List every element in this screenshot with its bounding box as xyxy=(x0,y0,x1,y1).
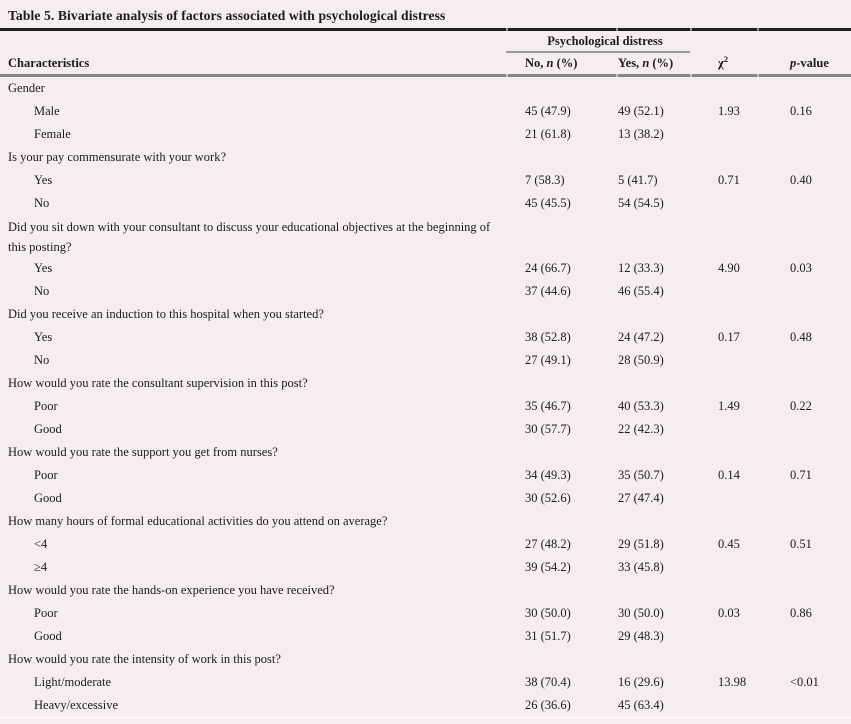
cell-no: 30 (52.6) xyxy=(525,491,571,505)
table-row xyxy=(0,100,851,123)
group-question-row xyxy=(0,441,851,464)
cell-p-value: 0.86 xyxy=(790,606,812,620)
rule-notch xyxy=(757,28,759,31)
cell-chi-square xyxy=(690,418,757,441)
row-label: Good xyxy=(34,629,62,643)
header-span-spacer xyxy=(0,31,506,53)
header-span-psychological-distress: Psychological distress xyxy=(506,31,690,53)
group-question-text: Is your pay commensurate with your work? xyxy=(8,150,226,164)
header-span-spacer xyxy=(757,31,851,53)
cell-yes: 46 (55.4) xyxy=(618,284,664,298)
cell-chi-square: 0.17 xyxy=(718,330,740,344)
cell-p-value xyxy=(757,192,851,215)
column-header-p-value: p-value xyxy=(790,56,829,70)
cell-no: 30 (50.0) xyxy=(525,606,571,620)
group-question-text: How would you rate the consultant supervision in this post? xyxy=(8,376,308,390)
cell-p-value xyxy=(757,418,851,441)
cell-no: 38 (70.4) xyxy=(525,675,571,689)
cell-yes: 30 (50.0) xyxy=(618,606,664,620)
group-question-row xyxy=(0,510,851,533)
cell-chi-square: 0.14 xyxy=(718,468,740,482)
table-row xyxy=(0,169,851,192)
cell-yes: 29 (51.8) xyxy=(618,537,664,551)
cell-chi-square xyxy=(690,192,757,215)
cell-p-value: 0.71 xyxy=(790,468,812,482)
header-span-spacer xyxy=(690,31,757,53)
top-rule xyxy=(0,28,851,31)
cell-chi-square xyxy=(690,625,757,648)
cell-yes: 27 (47.4) xyxy=(618,491,664,505)
group-question-row xyxy=(0,146,851,169)
table-row xyxy=(0,349,851,372)
rule-notch xyxy=(690,74,692,77)
row-label: Yes xyxy=(34,173,53,187)
group-question-row xyxy=(0,372,851,395)
cell-chi-square xyxy=(690,556,757,579)
row-label: Heavy/excessive xyxy=(34,698,118,712)
group-question-text: Did you sit down with your consultant to discuss your educational objectives at the beginning of this posting? xyxy=(8,220,491,254)
row-label: Yes xyxy=(34,330,53,344)
cell-no: 37 (44.6) xyxy=(525,284,571,298)
table-row xyxy=(0,464,851,487)
cell-chi-square: 1.49 xyxy=(718,399,740,413)
cell-yes: 35 (50.7) xyxy=(618,468,664,482)
row-label: <4 xyxy=(34,537,48,551)
table-row xyxy=(0,625,851,648)
rule-notch xyxy=(506,28,508,31)
row-label: No xyxy=(34,196,50,210)
row-label: Poor xyxy=(34,399,58,413)
cell-p-value: 0.48 xyxy=(790,330,812,344)
cell-p-value xyxy=(757,556,851,579)
table-row xyxy=(0,671,851,694)
group-question-text: How would you rate the support you get from nurses? xyxy=(8,445,278,459)
cell-chi-square xyxy=(690,349,757,372)
table-row xyxy=(0,257,851,280)
cell-p-value: 0.16 xyxy=(790,104,812,118)
cell-yes: 28 (50.9) xyxy=(618,353,664,367)
cell-chi-square: 4.90 xyxy=(718,261,740,275)
row-label: Good xyxy=(34,491,62,505)
cell-p-value: 0.22 xyxy=(790,399,812,413)
column-header-chi-square: $\chi^2$ xyxy=(718,53,729,70)
cell-chi-square: 13.98 xyxy=(718,675,747,689)
row-label: Male xyxy=(34,104,60,118)
group-question-text: How many hours of formal educational activities do you attend on average? xyxy=(8,514,388,528)
column-header-characteristics: Characteristics xyxy=(8,56,90,70)
cell-p-value xyxy=(757,123,851,146)
cell-yes: 29 (48.3) xyxy=(618,629,664,643)
table-row xyxy=(0,123,851,146)
table-row xyxy=(0,533,851,556)
row-label: Yes xyxy=(34,261,53,275)
cell-no: 30 (57.7) xyxy=(525,422,571,436)
cell-no: 45 (45.5) xyxy=(525,196,571,210)
group-question-text: How would you rate the intensity of work in this post? xyxy=(8,652,281,666)
cell-yes: 13 (38.2) xyxy=(618,127,664,141)
table-row xyxy=(0,280,851,303)
cell-chi-square: 0.45 xyxy=(718,537,740,551)
row-label: No xyxy=(34,353,50,367)
group-question-row xyxy=(0,215,851,257)
cell-yes: 5 (41.7) xyxy=(618,173,658,187)
rule-notch xyxy=(616,28,618,31)
cell-no: 27 (48.2) xyxy=(525,537,571,551)
table-row xyxy=(0,602,851,625)
group-question-text: How would you rate the hands-on experience you have received? xyxy=(8,583,335,597)
cell-no: 35 (46.7) xyxy=(525,399,571,413)
cell-p-value: 0.51 xyxy=(790,537,812,551)
cell-yes: 49 (52.1) xyxy=(618,104,664,118)
group-question-row xyxy=(0,77,851,100)
cell-chi-square xyxy=(690,280,757,303)
table-row xyxy=(0,326,851,349)
cell-yes: 12 (33.3) xyxy=(618,261,664,275)
cell-p-value xyxy=(757,625,851,648)
rule-notch xyxy=(757,74,759,77)
row-label: ≥4 xyxy=(34,560,48,574)
cell-yes: 45 (63.4) xyxy=(618,698,664,712)
header-span-row xyxy=(0,31,851,53)
cell-no: 45 (47.9) xyxy=(525,104,571,118)
group-question-row xyxy=(0,648,851,671)
cell-yes: 22 (42.3) xyxy=(618,422,664,436)
table-row xyxy=(0,556,851,579)
bottom-rule xyxy=(0,717,851,718)
table-row xyxy=(0,192,851,215)
cell-yes: 40 (53.3) xyxy=(618,399,664,413)
cell-no: 21 (61.8) xyxy=(525,127,571,141)
group-question-row xyxy=(0,303,851,326)
cell-no: 34 (49.3) xyxy=(525,468,571,482)
cell-no: 24 (66.7) xyxy=(525,261,571,275)
column-header-yes: Yes, n (%) xyxy=(618,56,674,70)
cell-p-value: 0.03 xyxy=(790,261,812,275)
table-row xyxy=(0,694,851,717)
cell-no: 39 (54.2) xyxy=(525,560,571,574)
cell-yes: 16 (29.6) xyxy=(618,675,664,689)
table-row xyxy=(0,487,851,510)
cell-p-value xyxy=(757,694,851,717)
row-label: Poor xyxy=(34,606,58,620)
row-label: Light/moderate xyxy=(34,675,112,689)
row-label: Poor xyxy=(34,468,58,482)
group-question-row xyxy=(0,579,851,602)
row-label: Female xyxy=(34,127,71,141)
cell-chi-square: 0.71 xyxy=(718,173,740,187)
cell-chi-square: 1.93 xyxy=(718,104,740,118)
cell-no: 7 (58.3) xyxy=(525,173,565,187)
header-rule xyxy=(0,74,851,77)
group-question-text: Did you receive an induction to this hospital when you started? xyxy=(8,307,324,321)
rule-notch xyxy=(690,28,692,31)
cell-no: 26 (36.6) xyxy=(525,698,571,712)
cell-p-value: <0.01 xyxy=(790,675,819,689)
group-question-text: Gender xyxy=(8,81,45,95)
cell-no: 27 (49.1) xyxy=(525,353,571,367)
cell-chi-square xyxy=(690,123,757,146)
cell-no: 38 (52.8) xyxy=(525,330,571,344)
cell-chi-square: 0.03 xyxy=(718,606,740,620)
cell-yes: 24 (47.2) xyxy=(618,330,664,344)
table-row xyxy=(0,395,851,418)
rule-notch xyxy=(616,74,618,77)
cell-p-value: 0.40 xyxy=(790,173,812,187)
header-row xyxy=(0,53,851,74)
cell-p-value xyxy=(757,487,851,510)
cell-p-value xyxy=(757,280,851,303)
row-label: Good xyxy=(34,422,62,436)
cell-p-value xyxy=(757,349,851,372)
cell-yes: 33 (45.8) xyxy=(618,560,664,574)
table-rows xyxy=(0,77,851,717)
table-title: Table 5. Bivariate analysis of factors associated with psychological distress xyxy=(8,8,446,23)
cell-chi-square xyxy=(690,694,757,717)
cell-yes: 54 (54.5) xyxy=(618,196,664,210)
cell-no: 31 (51.7) xyxy=(525,629,571,643)
column-header-no: No, n (%) xyxy=(525,56,578,70)
table-row xyxy=(0,418,851,441)
cell-chi-square xyxy=(690,487,757,510)
row-label: No xyxy=(34,284,50,298)
rule-notch xyxy=(506,74,508,77)
